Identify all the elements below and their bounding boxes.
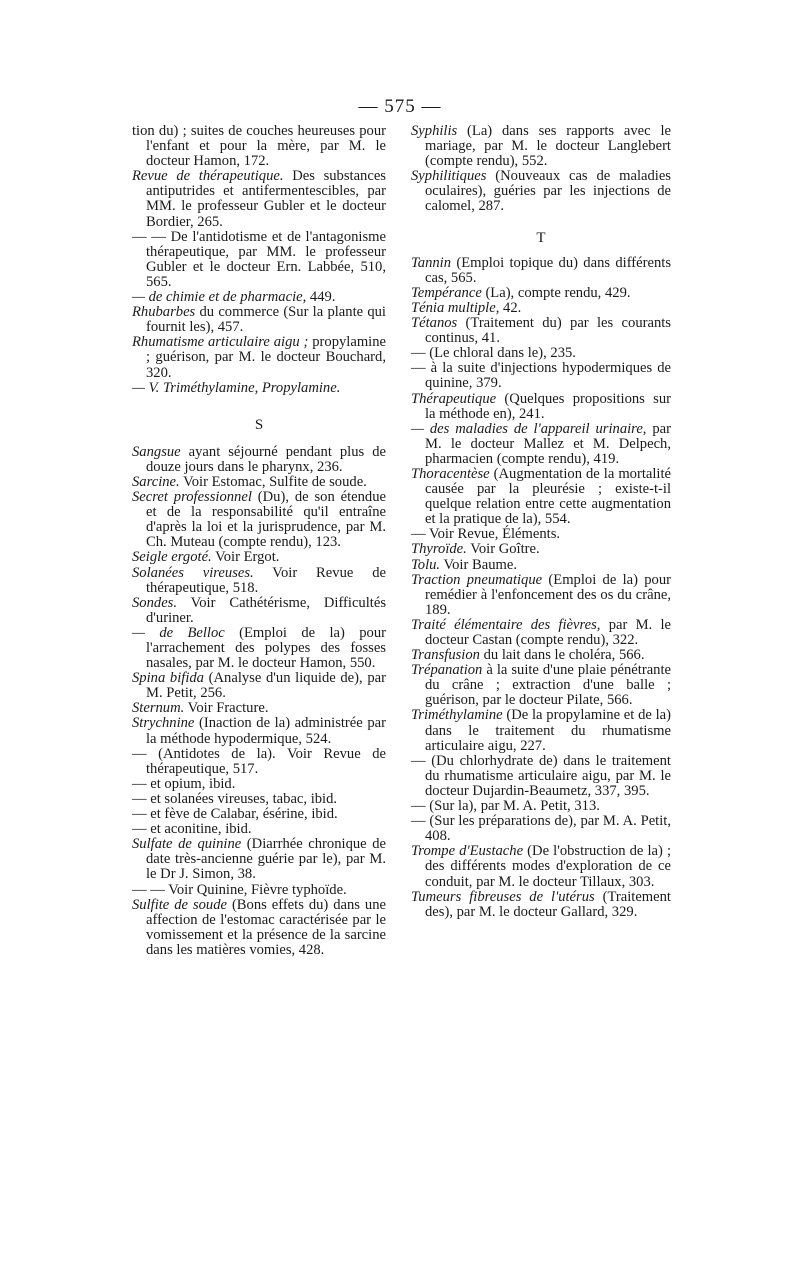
index-entry-text: — Voir Revue, Éléments.	[411, 526, 561, 543]
index-entry	[411, 844, 671, 889]
index-entry-text: (Emploi de la) pour remédier à l'enfoncement des os du crâne, 189.	[425, 571, 671, 618]
left-index-column	[132, 124, 386, 958]
index-entry	[411, 618, 671, 648]
index-term: Sternum.	[132, 700, 185, 717]
index-term: Sondes.	[132, 594, 177, 611]
index-entry	[132, 335, 386, 380]
index-entry-text: (Traitement du) par les courants continus, 41.	[425, 315, 671, 347]
right-index-column	[411, 124, 671, 920]
section-letter: T	[536, 229, 546, 246]
index-entry-text: par M. le docteur Castan (compte rendu), 322.	[425, 616, 671, 648]
index-term: Triméthylamine	[411, 707, 503, 724]
index-entry-text: (La) dans ses rapports avec le mariage, par M. le docteur Langlebert (compte rendu), 552.	[425, 123, 671, 170]
index-term: Seigle ergoté.	[132, 549, 212, 566]
index-term: Tannin	[411, 254, 452, 271]
index-term: Tolu.	[411, 556, 441, 573]
index-entry	[132, 883, 386, 898]
index-term: Ténia multiple,	[411, 299, 500, 316]
index-entry	[411, 467, 671, 527]
index-entry	[132, 716, 386, 746]
index-entry	[132, 169, 386, 229]
index-entry	[411, 558, 671, 573]
index-entry-text: — et aconitine, ibid.	[132, 821, 252, 838]
index-term: Thoracentèse	[411, 465, 490, 482]
index-entry-text: 449.	[306, 289, 336, 306]
index-entry	[411, 527, 671, 542]
page-number: — 575 —	[358, 96, 442, 117]
index-term: Transfusion	[411, 647, 480, 664]
index-entry-text: Voir Cathétérisme, Difficultés d'uriner.	[146, 594, 386, 626]
index-term: Traité élémentaire des fièvres,	[411, 616, 601, 633]
index-term: Solanées vireuses.	[132, 564, 254, 581]
index-entry	[411, 663, 671, 708]
index-term: — des maladies de l'appareil urinaire,	[411, 420, 647, 437]
index-entry-text: — (Antidotes de la). Voir Revue de thérapeutique, 517.	[132, 745, 386, 777]
index-term: Sulfite de soude	[132, 896, 227, 913]
index-entry-text: — — De l'antidotisme et de l'antagonisme thérapeutique, par MM. le professeur Gubler et le docteur Ern. Labbée, 510, 565.	[132, 228, 386, 290]
index-entry-text: (Du), de son étendue et de la responsabilité qu'il entraîne d'après la loi et la jurisprudence, par M. Ch. Muteau (compte rendu), 123.	[146, 489, 386, 551]
index-term: Thérapeutique	[411, 390, 497, 407]
index-entry-text: (Nouveaux cas de maladies oculaires), guéries par les injections de calomel, 287.	[425, 168, 671, 215]
index-entry-text: à la suite d'une plaie pénétrante du crâne ; extraction d'une balle ; guérison, par le docteur Pilate, 566.	[425, 662, 671, 709]
index-entry	[411, 814, 671, 844]
index-entry-text: par M. le docteur Mallez et M. Delpech, pharmacien (compte rendu), 419.	[425, 420, 671, 467]
index-term: Syphilis	[411, 123, 458, 139]
index-entry-text: (Diarrhée chronique de date très-ancienne guérie par le), par M. le Dr J. Simon, 38.	[146, 836, 386, 883]
index-entry-text: Voir Estomac, Sulfite de soude.	[179, 473, 367, 490]
index-entry	[132, 596, 386, 626]
index-entry	[132, 671, 386, 701]
index-entry-text: — et fève de Calabar, ésérine, ibid.	[132, 806, 338, 823]
index-entry	[132, 837, 386, 882]
index-entry	[132, 807, 386, 822]
index-entry-text: (Quelques propositions sur la méthode en), 241.	[425, 390, 671, 422]
index-entry-text: — (Du chlorhydrate de) dans le traitement du rhumatisme articulaire aigu, par M. le docteur Dujardin-Beaumetz, 337, 395.	[411, 752, 671, 799]
index-term: Spina bifida	[132, 670, 204, 687]
index-entry-text: (Emploi topique du) dans différents cas, 565.	[425, 254, 671, 286]
index-entry-text: (De l'obstruction de la) ; des différents modes d'exploration de ce conduit, par M. le docteur Tillaux, 303.	[425, 843, 671, 890]
index-entry-text: du commerce (Sur la plante qui fournit les), 457.	[146, 304, 386, 336]
index-entry	[132, 381, 386, 396]
index-entry-text: — (Sur la), par M. A. Petit, 313.	[411, 798, 600, 815]
index-term: Rhumatisme articulaire aigu ;	[132, 334, 309, 351]
index-entry-text: tion du) ; suites de couches heureuses pour l'enfant et pour la mère, par M. le docteur Hamon, 172.	[132, 123, 386, 170]
index-term: Rhubarbes	[132, 304, 196, 321]
index-entry	[411, 542, 671, 557]
index-entry	[132, 626, 386, 671]
index-entry	[411, 422, 671, 467]
index-entry	[411, 708, 671, 753]
index-entry-text: du lait dans le choléra, 566.	[479, 647, 645, 664]
index-entry	[411, 890, 671, 920]
index-entry	[132, 475, 386, 490]
index-term: Tumeurs fibreuses de l'utérus	[411, 888, 595, 905]
index-entry	[411, 648, 671, 663]
index-entry-text: — et solanées vireuses, tabac, ibid.	[132, 790, 338, 807]
index-term: Thyroïde.	[411, 541, 467, 558]
index-entry	[411, 361, 671, 391]
index-entry	[132, 290, 386, 305]
index-entry	[411, 316, 671, 346]
index-entry	[132, 305, 386, 335]
index-entry-text: Voir Goître.	[466, 541, 540, 558]
index-entry-text: — (Le chloral dans le), 235.	[411, 345, 576, 362]
index-entry	[132, 792, 386, 807]
index-entry-text: (Traitement des), par M. le docteur Gallard, 329.	[425, 888, 671, 920]
index-entry	[411, 301, 671, 316]
index-entry	[411, 256, 671, 286]
index-entry	[411, 286, 671, 301]
index-entry-text: Voir Revue de thérapeutique, 518.	[146, 564, 386, 596]
index-term: Secret professionnel	[132, 489, 252, 506]
index-entry-text: (La), compte rendu, 429.	[481, 284, 631, 301]
index-entry	[132, 566, 386, 596]
index-entry-text: (Emploi de la) pour l'arrachement des polypes des fosses nasales, par M. le docteur Hamon, 550.	[146, 624, 386, 672]
index-term: Strychnine	[132, 715, 195, 732]
index-term: Sarcine.	[132, 473, 180, 490]
index-entry	[132, 701, 386, 716]
index-entry	[132, 230, 386, 290]
index-term: Tétanos	[411, 315, 458, 332]
index-entry	[132, 777, 386, 792]
index-entry-text: (De la propylamine et de la) dans le traitement du rhumatisme articulaire aigu, 227.	[425, 707, 671, 754]
index-term: Revue de thérapeutique.	[132, 168, 284, 185]
index-entry	[411, 754, 671, 799]
index-entry-text: (Augmentation de la mortalité causée par la pleurésie ; existe-t-il quelque relation entre cette augmentation et la pratique de la), 554.	[425, 465, 671, 528]
index-entry	[132, 550, 386, 565]
index-entry	[132, 445, 386, 475]
index-entry-text: Voir Baume.	[440, 556, 517, 573]
index-entry	[411, 346, 671, 361]
index-entry	[132, 124, 386, 169]
index-entry-text: (Analyse d'un liquide de), par M. Petit, 256.	[146, 670, 386, 702]
index-entry	[411, 573, 671, 618]
index-entry-text: propylamine ; guérison, par M. le docteur Bouchard, 320.	[146, 334, 386, 381]
index-entry-text: (Inaction de la) administrée par la méthode hypodermique, 524.	[146, 715, 386, 747]
index-term: Trompe d'Eustache	[411, 843, 524, 860]
index-entry-text: 42.	[499, 299, 522, 316]
index-entry-text: Des substances antiputrides et antifermentescibles, par MM. le professeur Gubler et le docteur Bordier, 265.	[146, 168, 386, 230]
index-entry	[132, 822, 386, 837]
index-entry	[411, 169, 671, 214]
index-entry-text: — — Voir Quinine, Fièvre typhoïde.	[132, 881, 347, 898]
index-entry-text: (Bons effets du) dans une affection de l'estomac caractérisée par le vomissement et la présence de la sarcine dans les matières vomies, 428.	[146, 896, 386, 958]
index-entry	[411, 392, 671, 422]
index-entry	[132, 747, 386, 777]
index-term: Trépanation	[411, 662, 483, 679]
index-entry	[411, 799, 671, 814]
index-entry-text: — (Sur les préparations de), par M. A. Petit, 408.	[411, 813, 671, 845]
index-entry-text: ayant séjourné pendant plus de douze jours dans le pharynx, 236.	[146, 443, 386, 475]
index-term: Sulfate de quinine	[132, 836, 242, 853]
index-term: Sangsue	[132, 443, 181, 460]
index-term: Traction pneumatique	[411, 571, 543, 588]
index-entry-text: — et opium, ibid.	[132, 775, 236, 792]
index-entry	[132, 898, 386, 958]
index-entry-text: Voir Fracture.	[184, 700, 269, 717]
index-entry	[411, 124, 671, 169]
index-term: — V. Triméthylamine, Propylamine.	[132, 379, 341, 396]
index-term: — de Belloc	[132, 624, 225, 641]
index-term: — de chimie et de pharmacie,	[132, 289, 307, 306]
index-entry	[132, 490, 386, 550]
index-term: Tempérance	[411, 284, 482, 301]
index-entry-text: Voir Ergot.	[211, 549, 280, 566]
section-letter: S	[254, 416, 264, 433]
index-entry-text: — à la suite d'injections hypodermiques de quinine, 379.	[411, 360, 671, 392]
index-term: Syphilitiques	[411, 168, 487, 185]
